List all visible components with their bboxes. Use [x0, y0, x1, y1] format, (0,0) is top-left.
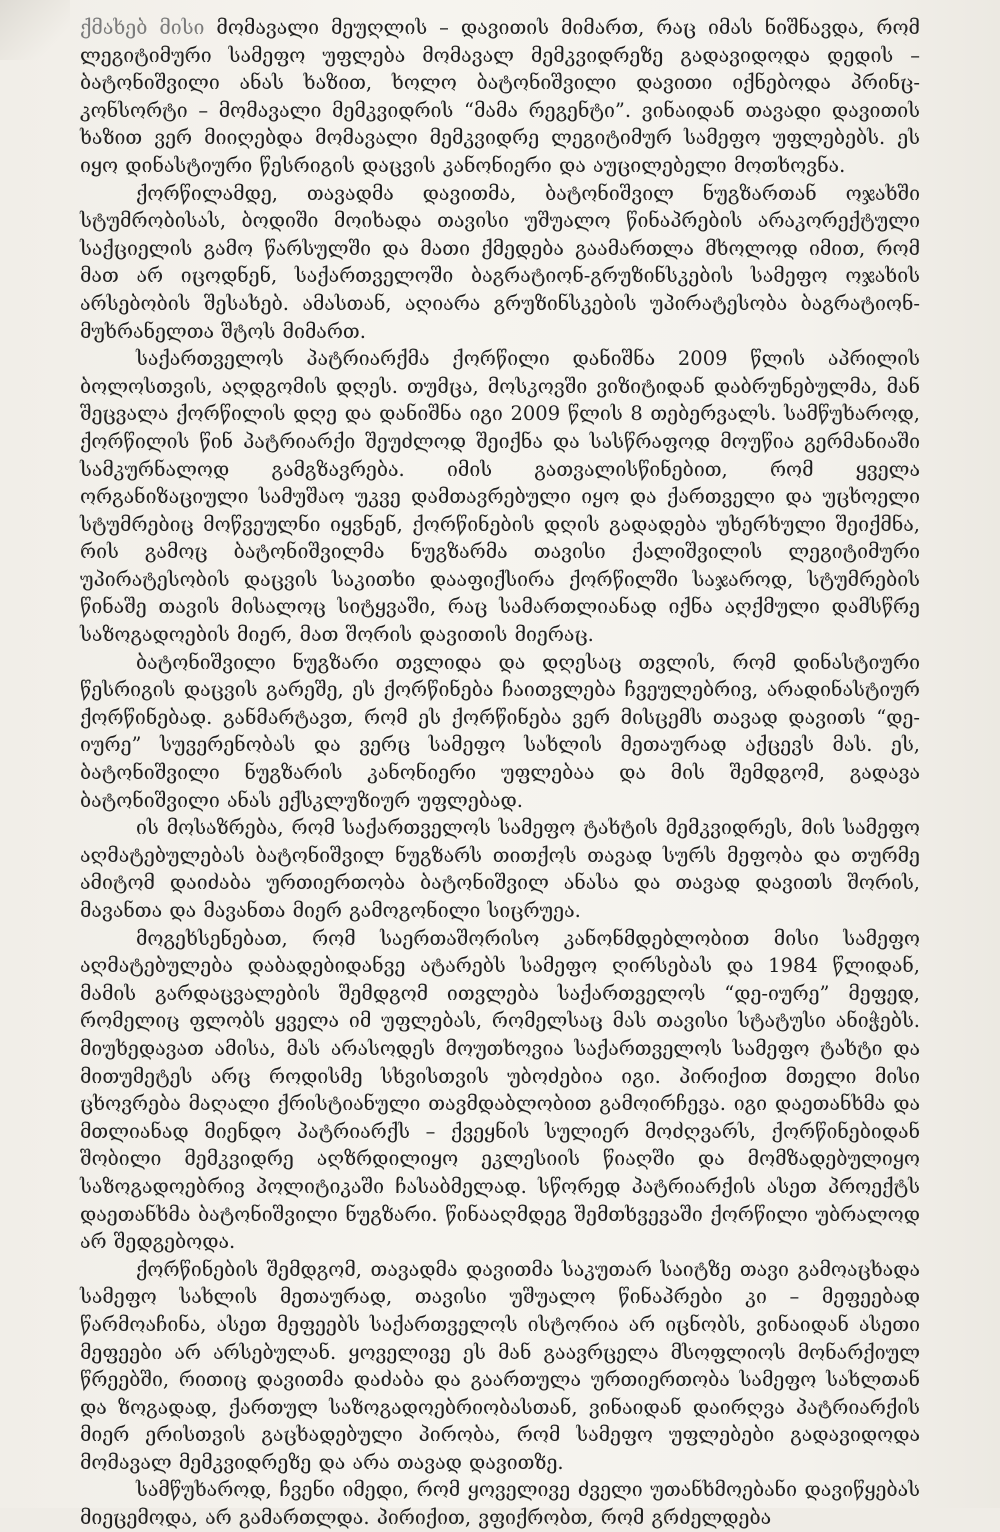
document-body — [80, 14, 920, 1532]
paragraph-5: ის მოსაზრება, რომ საქართველოს სამეფო ტახტის მემკვიდრეს, მის სამეფო აღმატებულებას ბატონიშვილ ნუგზარს თითქოს თავად სურს მეფობა და თურმე ამიტომ დაიძაბა ურთიერთობა ბატონიშვილ ანასა და თავად დავითს შორის, მავანთა და მავანთა მიერ გამოგონილი სიცრუეა. — [80, 816, 920, 922]
paragraph-4: ბატონიშვილი ნუგზარი თვლიდა და დღესაც თვლის, რომ დინასტიური წესრიგის დაცვის გარეშე, ეს ქორწინება ჩაითვლება ჩვეულებრივ, არადინასტიურ ქორწინებად. განმარტავთ, რომ ეს ქორწინება ვერ მისცემს თავად დავითს “დე-იურე” სუვერენობას და ვერც სამეფო სახლის მეთაურად აქცევს მას. ეს, ბატონიშვილი ნუგზარის კანონიერი უფლებაა და მის შემდგომ, გადავა ბატონიშვილი ანას ექსკლუზიურ უფლებად. — [80, 650, 920, 812]
paragraph-1 — [80, 14, 920, 180]
paragraph-8: სამწუხაროდ, ჩვენი იმედი, რომ ყოველივე ძველი უთანხმოებანი დავიწყებას მიეცემოდა, არ გამართლდა. პირიქით, ვფიქრობთ, რომ გრძელდება — [80, 1478, 920, 1530]
paragraph-7: ქორწინების შემდგომ, თავადმა დავითმა საკუთარ საიტზე თავი გამოაცხადა სამეფო სახლის მეთაურად, თავისი უშუალო წინაპრები კი – მეფეებად წარმოაჩინა, ასეთ მეფეებს საქართველოს ისტორია არ იცნობს, ვინაიდან ასეთი მეფეები არ არსებულან. ყოველივე ეს მან გაავრცელა მსოფლიოს მონარქიულ წრეებში, რითიც დავითმა დაძაბა და გაართულა ურთიერთობა სამეფო სახლთან და ზოგადად, ქართულ საზოგადოებრიობასთან, ვინაიდან დაირღვა პატრიარქის მიერ ერისთვის გაცხადებული პირობა, რომ სამეფო უფლებები გადავიდოდა მომავალ მემკვიდრეზე და არა თავად დავითზე. — [80, 1257, 920, 1474]
paragraph-6: მოგეხსენებათ, რომ საერთაშორისო კანონმდებლობით მისი სამეფო აღმატებულება დაბადებიდანვე ატარებს სამეფო ღირსებას და 1984 წლიდან, მამის გარდაცვალების შემდგომ ითვლება საქართველოს “დე-იურე” მეფედ, რომელიც ფლობს ყველა იმ უფლებას, რომელსაც მას თავისი სტატუსი ანიჭებს. მიუხედავათ ამისა, მას არასოდეს მოუთხოვია საქართველოს სამეფო ტახტი და მითუმეტეს არც როდისმე სხვისთვის უბოძებია იგი. პირიქით მთელი მისი ცხოვრება მაღალი ქრისტიანული თავმდაბლობით გამოირჩევა. იგი დაეთანხმა და მთლიანად მიენდო პატრიარქს – ქვეყნის სულიერ მოძღვარს, ქორწინებიდან შობილი მემკვიდრე აღზრდილიყო ეკლესიის წიაღში და მომზადებულიყო საზოგადოებრივ პოლიტიკაში ჩასაბმელად. სწორედ პატრიარქის ასეთ პროექტს დაეთანხმა ბატონიშვილი ნუგზარი. წინააღმდეგ შემთხვევაში ქორწილი უბრალოდ არ შედგებოდა. — [80, 926, 920, 1254]
paragraph-2: ქორწილამდე, თავადმა დავითმა, ბატონიშვილ ნუგზართან ოჯახში სტუმრობისას, ბოდიში მოიხადა თავისი უშუალო წინაპრების არაკორექტული საქციელის გამო წარსულში და მათი ქმედება გაამართლა მხოლოდ იმით, რომ მათ არ იცოდნენ, საქართველოში ბაგრატიონ-გრუზინსკების სამეფო ოჯახის არსებობის შესახებ. ამასთან, აღიარა გრუზინსკების უპირატესობა ბაგრატიონ-მუხრანელთა შტოს მიმართ. — [80, 181, 920, 343]
paragraph-3: საქართველოს პატრიარქმა ქორწილი დანიშნა 2009 წლის აპრილის ბოლოსთვის, აღდგომის დღეს. თუმცა, მოსკოვში ვიზიტიდან დაბრუნებულმა, მან შეცვალა ქორწილის დღე და დანიშნა იგი 2009 წლის 8 თებერვალს. სამწუხაროდ, ქორწილის წინ პატრიარქი შეუძლოდ შეიქნა და სასწრაფოდ მოუწია გერმანიაში სამკურნალოდ გამგზავრება. იმის გათვალისწინებით, რომ ყველა ორგანიზაციული სამუშაო უკვე დამთავრებული იყო და ქართველი და უცხოელი სტუმრებიც მოწვეულნი იყვნენ, ქორწინების დღის გადადება უხერხული შეიქმნა, რის გამოც ბატონიშვილმა ნუგზარმა თავისი ქალიშვილის ლეგიტიმური უპირატესობის დაცვის საკითხი დააფიქსირა ქორწილში საჯაროდ, სტუმრების წინაშე თავის მისალოც სიტყვაში, რაც სამართლიანად იქნა აღქმული დამსწრე საზოგადოების მიერ, მათ შორის დავითის მიერაც. — [80, 347, 920, 647]
paragraph-1-text: მომავალი მეუღლის – დავითის მიმართ, რაც იმას ნიშნავდა, რომ ლეგიტიმური სამეფო უფლება მომავალ მემკვიდრეზე გადავიდოდა დედის – ბატონიშვილი ანას ხაზით, ხოლო ბატონიშვილი დავითი იქნებოდა პრინც-კონსორტი – მომავალი მემკვიდრის “მამა რეგენტი”. ვინაიდან თავადი დავითის ხაზით ვერ მიიღებდა მომავალი მემკვიდრე ლეგიტიმურ სამეფო უფლებებს. ეს იყო დინასტიური წესრიგის დაცვის კანონიერი და აუცილებელი მოთხოვნა. — [80, 16, 920, 177]
faded-text: ქმახებ მისი — [80, 16, 205, 39]
folded-corner — [0, 0, 70, 60]
